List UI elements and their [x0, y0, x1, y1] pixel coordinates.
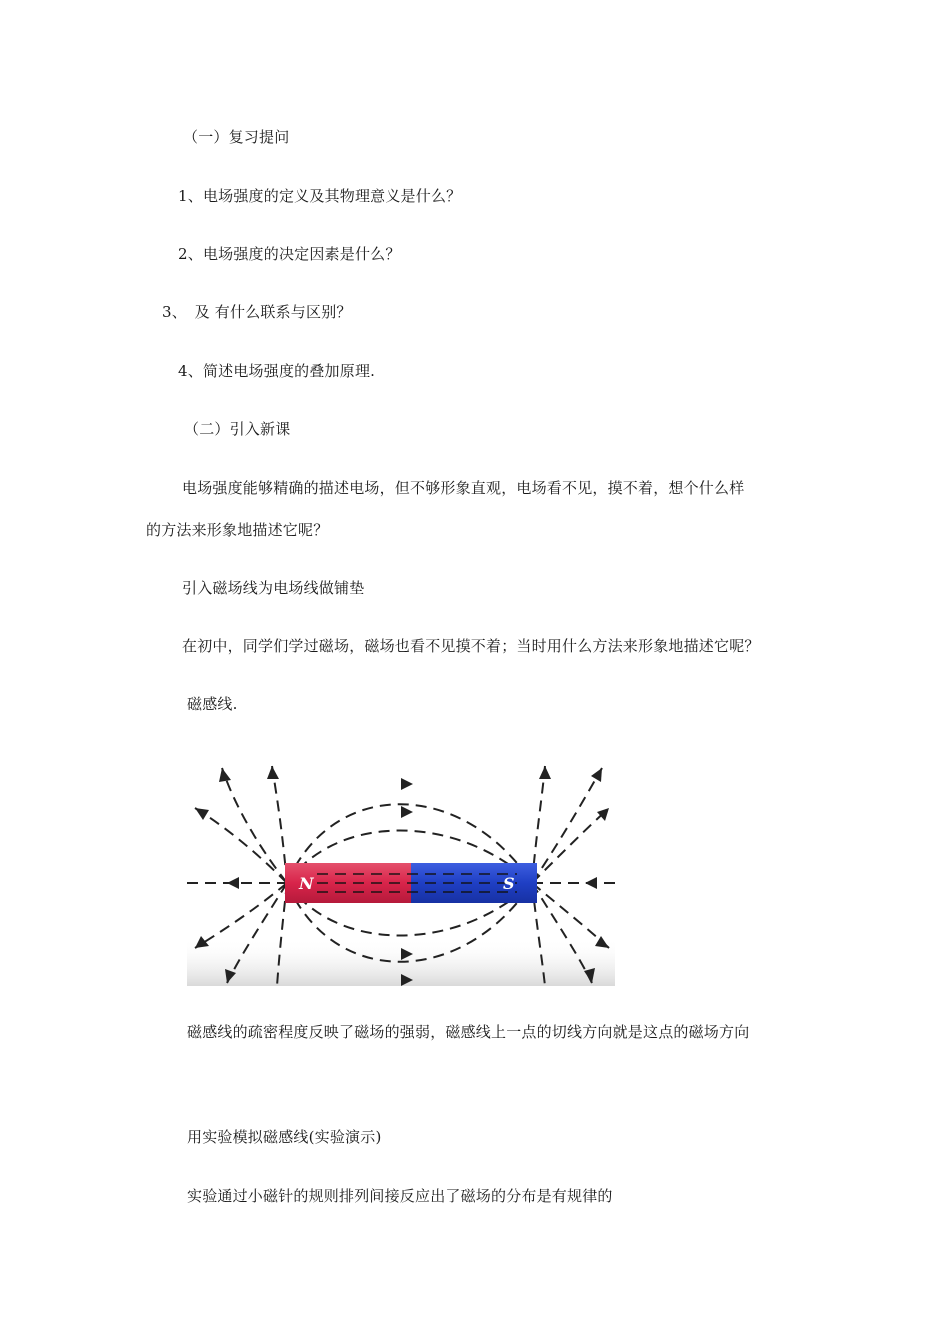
answer-magnetic-lines: 磁感线. [187, 695, 238, 713]
figure-description: 磁感线的疏密程度反映了磁场的强弱，磁感线上一点的切线方向就是这点的磁场方向 [187, 1023, 750, 1041]
bar-magnet-field-figure [187, 758, 615, 986]
south-pole-label: S [503, 874, 515, 893]
experiment-heading: 用实验模拟磁感线(实验演示) [187, 1128, 382, 1146]
intro-magnetic-lines: 引入磁场线为电场线做铺垫 [182, 579, 365, 597]
review-heading: （一）复习提问 [183, 128, 290, 146]
paragraph-1-line-2: 的方法来形象地描述它呢？ [146, 521, 329, 539]
paragraph-1-line-1: 电场强度能够精确的描述电场，但不够形象直观，电场看不见，摸不着，想个什么样 [182, 479, 745, 497]
question-2: 2、电场强度的决定因素是什么？ [178, 245, 401, 263]
experiment-description: 实验通过小磁针的规则排列间接反应出了磁场的分布是有规律的 [187, 1187, 613, 1205]
middle-school-question: 在初中，同学们学过磁场，磁场也看不见摸不着；当时用什么方法来形象地描述它呢？ [182, 637, 760, 655]
question-1: 1、电场强度的定义及其物理意义是什么？ [178, 187, 462, 205]
new-lesson-heading: （二）引入新课 [184, 420, 291, 438]
question-3: 3、 及 有什么联系与区别？ [162, 303, 352, 321]
north-pole-label: N [299, 874, 314, 893]
question-4: 4、简述电场强度的叠加原理. [178, 362, 376, 380]
